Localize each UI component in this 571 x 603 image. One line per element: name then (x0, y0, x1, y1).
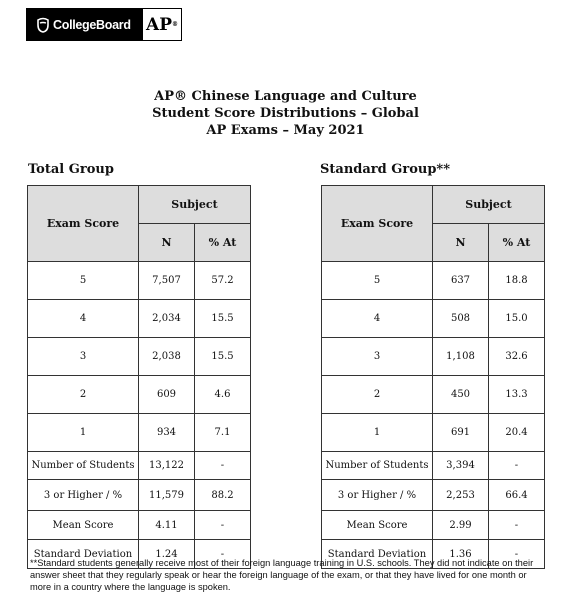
n-value: 508 (433, 300, 489, 338)
college-board-text: CollegeBoard (53, 17, 131, 32)
college-board-logo (26, 8, 182, 41)
percent-value: 13.3 (489, 376, 545, 414)
row-label: Number of Students (28, 452, 139, 480)
percent-value: 57.2 (195, 262, 251, 300)
percent-value: - (195, 452, 251, 480)
row-label: 5 (322, 262, 433, 300)
n-value: 1,108 (433, 338, 489, 376)
percent-value: - (195, 511, 251, 540)
n-value: 2,034 (139, 300, 195, 338)
n-value: 4.11 (139, 511, 195, 540)
percent-value: 18.8 (489, 262, 545, 300)
percent-value: 15.5 (195, 300, 251, 338)
row-label: 3 (322, 338, 433, 376)
n-header: N (139, 224, 195, 262)
table-row (28, 376, 251, 414)
exam-score-header: Exam Score (322, 186, 433, 262)
n-value: 1.24 (139, 540, 195, 569)
document-title (0, 88, 571, 139)
n-value: 450 (433, 376, 489, 414)
table-row (322, 338, 545, 376)
n-value: 691 (433, 414, 489, 452)
row-label: Standard Deviation (28, 540, 139, 569)
ap-registered-mark: ® (171, 21, 178, 28)
n-value: 2,253 (433, 480, 489, 511)
n-header: N (433, 224, 489, 262)
row-label: 1 (322, 414, 433, 452)
total-group-table (27, 185, 251, 569)
percent-value: - (489, 540, 545, 569)
percent-value: - (489, 511, 545, 540)
title-line-1: AP® Chinese Language and Culture (154, 89, 417, 104)
ap-logo (142, 8, 182, 41)
n-value: 1.36 (433, 540, 489, 569)
percent-value: 15.0 (489, 300, 545, 338)
table-row (322, 376, 545, 414)
n-value: 7,507 (139, 262, 195, 300)
subject-header: Subject (433, 186, 545, 224)
table-row (322, 414, 545, 452)
acorn-icon (36, 17, 50, 33)
n-value: 609 (139, 376, 195, 414)
row-label: 4 (28, 300, 139, 338)
n-value: 934 (139, 414, 195, 452)
percent-value: - (195, 540, 251, 569)
title-line-3: AP Exams – May 2021 (206, 123, 365, 138)
row-label: 3 or Higher / % (28, 480, 139, 511)
row-label: Standard Deviation (322, 540, 433, 569)
row-label: Mean Score (322, 511, 433, 540)
table-row (28, 338, 251, 376)
percent-value: 20.4 (489, 414, 545, 452)
n-value: 3,394 (433, 452, 489, 480)
table-row (28, 300, 251, 338)
subject-header: Subject (139, 186, 251, 224)
row-label: 2 (28, 376, 139, 414)
row-label: 4 (322, 300, 433, 338)
percent-at-header: % At (489, 224, 545, 262)
standard-group-table (321, 185, 545, 569)
n-value: 13,122 (139, 452, 195, 480)
table-row (28, 262, 251, 300)
footnote: **Standard students generally receive most of their foreign language training in U.S. schools. They did not indicate on their answer sheet that they regularly speak or hear the foreign language of the exam, or that they have lived for one month or more in a country where the language is spoken. (30, 558, 534, 592)
percent-value: 4.6 (195, 376, 251, 414)
percent-value: 66.4 (489, 480, 545, 511)
ap-text: AP (146, 14, 172, 35)
table-row (322, 262, 545, 300)
percent-value: 88.2 (195, 480, 251, 511)
row-label: Mean Score (28, 511, 139, 540)
table-row (322, 480, 545, 511)
table-row (322, 300, 545, 338)
total-group-heading: Total Group (28, 162, 114, 177)
table-row (28, 452, 251, 480)
table-row (322, 511, 545, 540)
row-label: 2 (322, 376, 433, 414)
n-value: 637 (433, 262, 489, 300)
n-value: 2.99 (433, 511, 489, 540)
row-label: 3 or Higher / % (322, 480, 433, 511)
percent-at-header: % At (195, 224, 251, 262)
percent-value: 32.6 (489, 338, 545, 376)
row-label: 5 (28, 262, 139, 300)
percent-value: 7.1 (195, 414, 251, 452)
percent-value: - (489, 452, 545, 480)
percent-value: 15.5 (195, 338, 251, 376)
title-line-2: Student Score Distributions – Global (152, 106, 419, 121)
standard-group-heading: Standard Group** (320, 162, 451, 177)
row-label: 3 (28, 338, 139, 376)
row-label: 1 (28, 414, 139, 452)
n-value: 2,038 (139, 338, 195, 376)
table-row (28, 480, 251, 511)
table-row (28, 414, 251, 452)
exam-score-header: Exam Score (28, 186, 139, 262)
table-row (28, 511, 251, 540)
college-board-mark (26, 8, 142, 41)
row-label: Number of Students (322, 452, 433, 480)
table-row (322, 452, 545, 480)
n-value: 11,579 (139, 480, 195, 511)
